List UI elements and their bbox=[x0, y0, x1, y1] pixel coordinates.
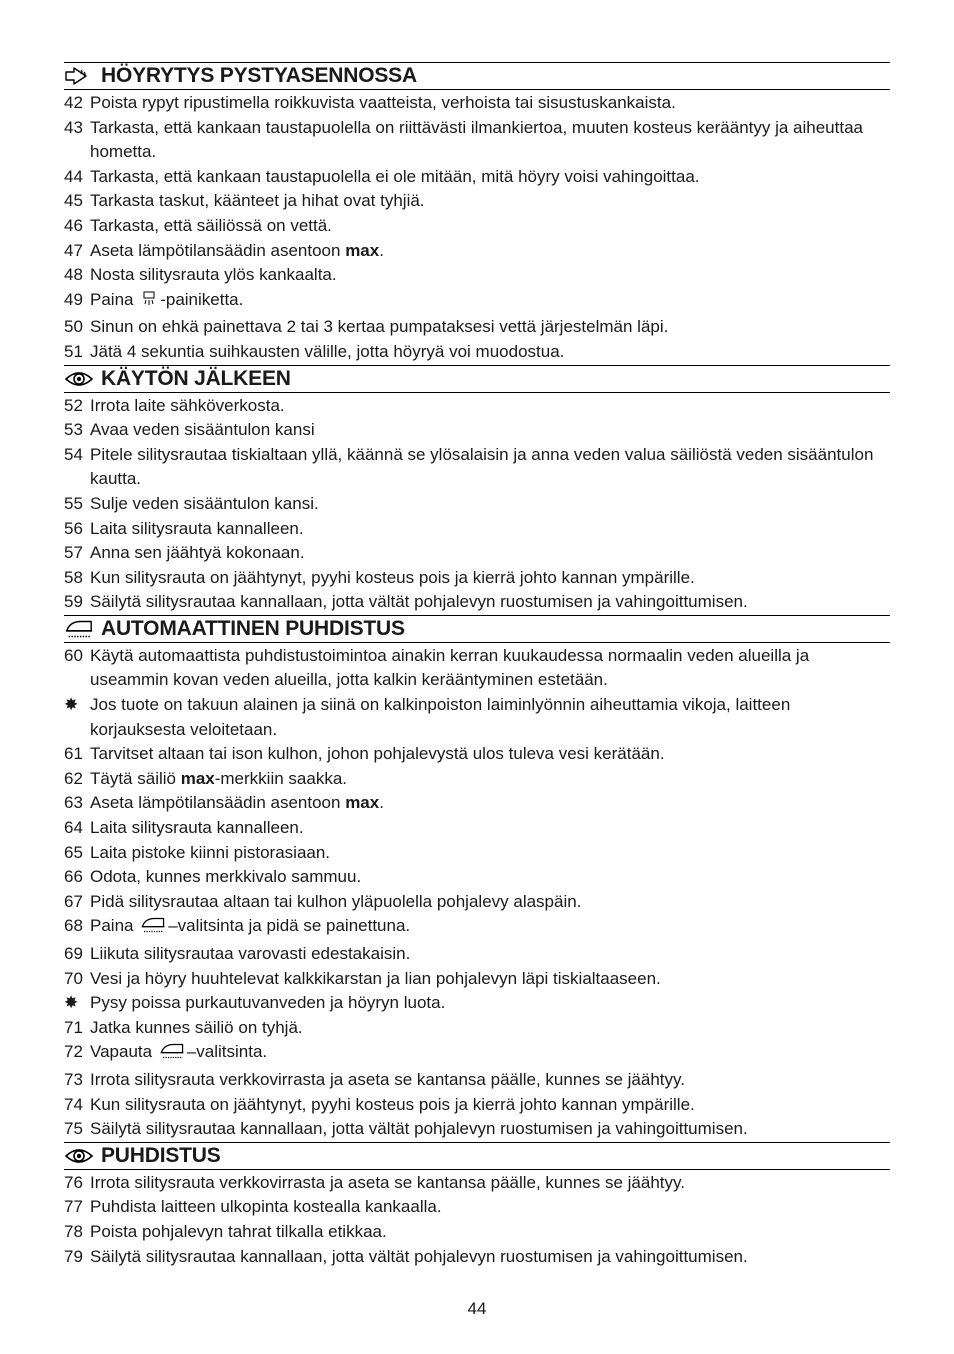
step-text: Säilytä silitysrautaa kannallaan, jotta vältät pohjalevyn ruostumisen ja vahingoittumisen. bbox=[90, 592, 748, 612]
step-item bbox=[64, 340, 890, 365]
step-text: Jatka kunnes säiliö on tyhjä. bbox=[90, 1017, 303, 1037]
step-text: Laita silitysrauta kannalleen. bbox=[90, 818, 304, 838]
step-item bbox=[64, 742, 890, 767]
section-heading bbox=[64, 1142, 890, 1170]
step-number: 56 bbox=[64, 518, 83, 538]
step-item bbox=[64, 865, 890, 890]
step-item bbox=[64, 566, 890, 591]
step-number: 52 bbox=[64, 395, 83, 415]
step-text: Vesi ja höyry huuhtelevat kalkkikarstan ja lian pohjalevyn läpi tiskialtaaseen. bbox=[90, 968, 661, 988]
step-item bbox=[64, 91, 890, 116]
step-text: Sinun on ehkä painettava 2 tai 3 kertaa pumpataksesi vettä järjestelmän läpi. bbox=[90, 317, 669, 337]
step-number: 44 bbox=[64, 166, 83, 186]
step-item bbox=[64, 443, 890, 492]
warning-item bbox=[64, 693, 890, 742]
step-number: 43 bbox=[64, 117, 83, 137]
step-number: 73 bbox=[64, 1069, 83, 1089]
step-text: Tarvitset altaan tai ison kulhon, johon pohjalevystä ulos tuleva vesi kerätään. bbox=[90, 744, 665, 764]
step-emphasis: max bbox=[345, 793, 380, 813]
step-text: Säilytä silitysrautaa kannallaan, jotta vältät pohjalevyn ruostumisen ja vahingoittumisen. bbox=[90, 1119, 748, 1139]
step-text: Poista pohjalevyn tahrat tilkalla etikkaa. bbox=[90, 1221, 387, 1241]
step-text bbox=[90, 288, 890, 316]
step-text bbox=[90, 1040, 890, 1068]
step-item bbox=[64, 1195, 890, 1220]
step-number: 48 bbox=[64, 265, 83, 285]
step-text-part: Paina bbox=[90, 916, 139, 936]
step-item bbox=[64, 1245, 890, 1270]
step-text: Anna sen jäähtyä kokonaan. bbox=[90, 543, 305, 563]
step-text: Kun silitysrauta on jäähtynyt, pyyhi kosteus pois ja kierrä johto kannan ympärille. bbox=[90, 567, 695, 587]
step-text-part: Vapauta bbox=[90, 1042, 157, 1062]
step-text: Jos tuote on takuun alainen ja siinä on kalkinpoiston laiminlyönnin aiheuttamia vikoja, laitteen korjauksesta veloitetaan. bbox=[90, 695, 791, 739]
step-text-part: -painiketta. bbox=[160, 289, 244, 309]
self-clean-icon bbox=[64, 618, 94, 640]
step-number: 46 bbox=[64, 215, 83, 235]
step-text-part: Täytä säiliö bbox=[90, 768, 181, 788]
section-title: KÄYTÖN JÄLKEEN bbox=[101, 366, 291, 390]
step-text: Irrota silitysrauta verkkovirrasta ja aseta se kantansa päälle, kunnes se jäähtyy. bbox=[90, 1069, 685, 1089]
step-text: Käytä automaattista puhdistustoimintoa ainakin kerran kuukaudessa normaalin veden alueilla ja useammin kovan veden alueilla, jotta kalkin kerääntyminen estetään. bbox=[90, 645, 810, 690]
step-number: 79 bbox=[64, 1246, 83, 1266]
step-text: Irrota silitysrauta verkkovirrasta ja aseta se kantansa päälle, kunnes se jäähtyy. bbox=[90, 1172, 685, 1192]
self-clean-icon bbox=[159, 1042, 185, 1068]
step-text: Poista rypyt ripustimella roikkuvista vaatteista, verhoista tai sisustuskankaista. bbox=[90, 93, 676, 112]
step-number: 76 bbox=[64, 1172, 83, 1192]
step-number: 67 bbox=[64, 891, 83, 911]
step-number: 62 bbox=[64, 768, 83, 788]
step-text: Laita pistoke kiinni pistorasiaan. bbox=[90, 842, 331, 862]
step-text: Sulje veden sisääntulon kansi. bbox=[90, 493, 319, 513]
step-text: Tarkasta, että säiliössä on vettä. bbox=[90, 215, 332, 235]
step-item bbox=[64, 590, 890, 615]
step-text: Tarkasta, että kankaan taustapuolella on riittävästi ilmankiertoa, muuten kosteus kerääntyy ja aiheuttaa hometta. bbox=[90, 117, 863, 162]
step-item bbox=[64, 816, 890, 841]
step-text: Puhdista laitteen ulkopinta kostealla kankaalla. bbox=[90, 1197, 442, 1217]
step-text-part: Aseta lämpötilansäädin asentoon bbox=[90, 240, 346, 260]
step-item bbox=[64, 767, 890, 792]
step-number: 78 bbox=[64, 1221, 83, 1241]
step-item bbox=[64, 189, 890, 214]
step-list bbox=[64, 394, 890, 615]
step-number: 77 bbox=[64, 1197, 83, 1217]
step-text-part: –valitsinta ja pidä se painettuna. bbox=[168, 916, 411, 936]
step-text-part: Aseta lämpötilansäädin asentoon bbox=[90, 793, 346, 813]
step-text-part: -merkkiin saakka. bbox=[214, 768, 347, 788]
section-heading bbox=[64, 615, 890, 643]
step-item bbox=[64, 263, 890, 288]
step-text bbox=[90, 239, 890, 264]
step-text: Nosta silitysrauta ylös kankaalta. bbox=[90, 265, 337, 285]
step-number: 65 bbox=[64, 842, 83, 862]
step-number: 54 bbox=[64, 444, 83, 464]
step-number: 55 bbox=[64, 493, 83, 513]
step-item bbox=[64, 394, 890, 419]
step-text bbox=[90, 767, 890, 792]
step-text bbox=[90, 791, 890, 816]
step-text: Irrota laite sähköverkosta. bbox=[90, 395, 285, 415]
section-title: AUTOMAATTINEN PUHDISTUS bbox=[101, 616, 405, 640]
step-number: 45 bbox=[64, 191, 83, 211]
section-title: HÖYRYTYS PYSTYASENNOSSA bbox=[101, 64, 417, 87]
step-number: 42 bbox=[64, 93, 83, 112]
step-item bbox=[64, 1068, 890, 1093]
step-text: Jätä 4 sekuntia suihkausten välille, jotta höyryä voi muodostua. bbox=[90, 341, 565, 361]
step-item bbox=[64, 492, 890, 517]
eye-icon bbox=[64, 368, 94, 390]
step-text: Pitele silitysrautaa tiskialtaan yllä, käännä se ylösalaisin ja anna veden valua säiliöstä veden sisääntulon kautta. bbox=[90, 444, 874, 489]
step-number: 70 bbox=[64, 968, 83, 988]
step-item bbox=[64, 1220, 890, 1245]
step-number: 50 bbox=[64, 317, 83, 337]
step-number: 71 bbox=[64, 1017, 83, 1037]
step-text: Tarkasta, että kankaan taustapuolella ei ole mitään, mitä höyry voisi vahingoittaa. bbox=[90, 166, 700, 186]
step-text-part: . bbox=[379, 793, 384, 813]
step-item bbox=[64, 239, 890, 264]
step-list bbox=[64, 644, 890, 1142]
step-text: Laita silitysrauta kannalleen. bbox=[90, 518, 304, 538]
self-clean-icon bbox=[140, 916, 166, 942]
step-list bbox=[64, 91, 890, 365]
step-number: 68 bbox=[64, 916, 83, 936]
step-item bbox=[64, 1016, 890, 1041]
steam-vertical-icon bbox=[64, 65, 94, 87]
step-item bbox=[64, 288, 890, 316]
step-number: 58 bbox=[64, 567, 83, 587]
warning-item bbox=[64, 991, 890, 1016]
step-item bbox=[64, 914, 890, 942]
step-text-part: Paina bbox=[90, 289, 139, 309]
step-item bbox=[64, 116, 890, 165]
section-heading bbox=[64, 62, 890, 90]
step-text: Pysy poissa purkautuvanveden ja höyryn luota. bbox=[90, 993, 446, 1013]
step-text: Pidä silitysrautaa altaan tai kulhon yläpuolella pohjalevy alaspäin. bbox=[90, 891, 582, 911]
document-page bbox=[64, 62, 890, 1269]
section-title: PUHDISTUS bbox=[101, 1143, 221, 1167]
step-number: 66 bbox=[64, 867, 83, 887]
step-number: 75 bbox=[64, 1119, 83, 1139]
step-text: Tarkasta taskut, käänteet ja hihat ovat tyhjiä. bbox=[90, 191, 425, 211]
step-number: 60 bbox=[64, 645, 83, 665]
step-list bbox=[64, 1171, 890, 1269]
step-number: 64 bbox=[64, 818, 83, 838]
step-text: Säilytä silitysrautaa kannallaan, jotta vältät pohjalevyn ruostumisen ja vahingoittumisen. bbox=[90, 1246, 748, 1266]
step-item bbox=[64, 890, 890, 915]
step-item bbox=[64, 644, 890, 693]
step-number: 51 bbox=[64, 341, 83, 361]
step-text: Kun silitysrauta on jäähtynyt, pyyhi kosteus pois ja kierrä johto kannan ympärille. bbox=[90, 1094, 695, 1114]
step-item bbox=[64, 315, 890, 340]
step-item bbox=[64, 214, 890, 239]
step-number: 72 bbox=[64, 1042, 83, 1062]
step-text: Odota, kunnes merkkivalo sammuu. bbox=[90, 867, 362, 887]
step-item bbox=[64, 967, 890, 992]
step-number: 53 bbox=[64, 420, 83, 440]
step-number: 61 bbox=[64, 744, 83, 764]
section-heading bbox=[64, 365, 890, 393]
step-item bbox=[64, 1093, 890, 1118]
step-number: 47 bbox=[64, 240, 83, 260]
step-item bbox=[64, 841, 890, 866]
step-text-part: –valitsinta. bbox=[186, 1042, 268, 1062]
page-number: 44 bbox=[467, 1299, 487, 1318]
step-text bbox=[90, 914, 890, 942]
step-number: 69 bbox=[64, 944, 83, 963]
warning-icon: ✸ bbox=[64, 695, 79, 715]
step-text: Avaa veden sisääntulon kansi bbox=[90, 420, 315, 440]
step-number: 49 bbox=[64, 289, 83, 309]
step-item bbox=[64, 541, 890, 566]
step-item bbox=[64, 1171, 890, 1196]
step-item bbox=[64, 418, 890, 443]
warning-icon: ✸ bbox=[64, 993, 79, 1013]
step-item bbox=[64, 1117, 890, 1142]
steam-burst-icon bbox=[140, 290, 158, 316]
eye-icon bbox=[64, 1145, 94, 1167]
step-text-part: . bbox=[379, 240, 384, 260]
step-number: 59 bbox=[64, 592, 83, 612]
step-number: 63 bbox=[64, 793, 83, 813]
step-item bbox=[64, 517, 890, 542]
step-number: 74 bbox=[64, 1094, 83, 1114]
step-item bbox=[64, 942, 890, 967]
step-emphasis: max bbox=[345, 240, 380, 260]
step-item bbox=[64, 165, 890, 190]
step-emphasis: max bbox=[180, 768, 215, 788]
step-number: 57 bbox=[64, 543, 83, 563]
step-item bbox=[64, 791, 890, 816]
step-item bbox=[64, 1040, 890, 1068]
step-text: Liikuta silitysrautaa varovasti edestakaisin. bbox=[90, 944, 411, 963]
